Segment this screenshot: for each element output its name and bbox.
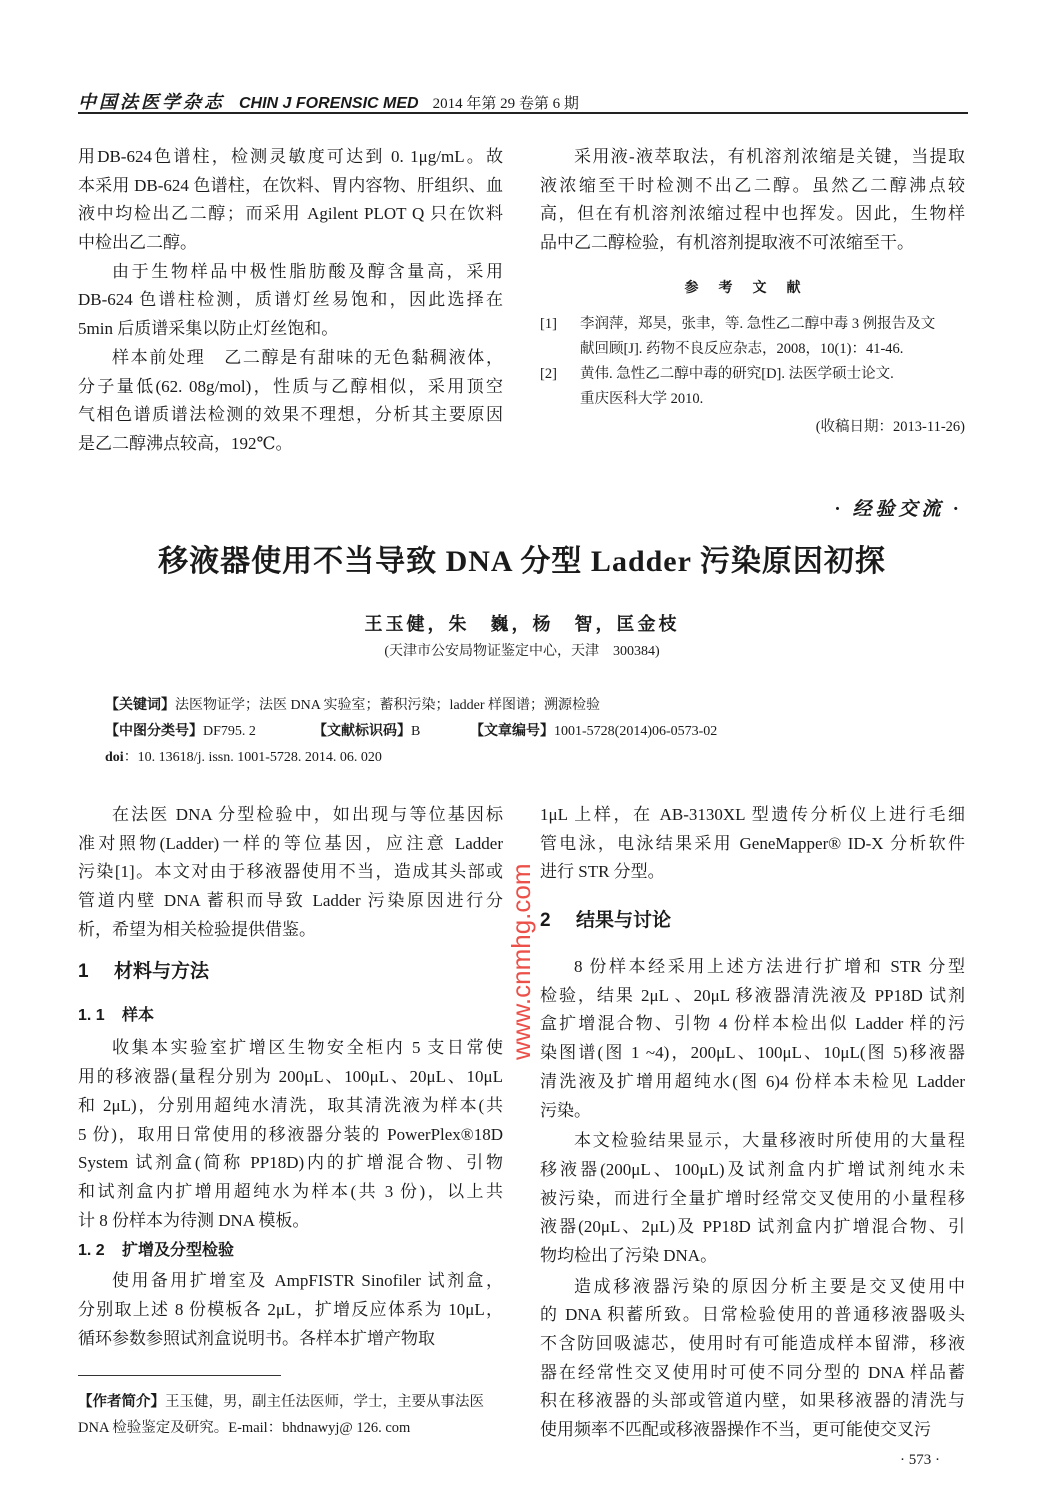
text-line: 积在移液器的头部或管道内壁，如果移液器的清洗与 xyxy=(540,1391,965,1411)
text-line: 收集本实验室扩增区生物安全柜内 5 支日常使 xyxy=(112,1038,503,1058)
section-heading xyxy=(78,1237,503,1265)
text-line: 本文检验结果显示，大量移液时所使用的大量程 xyxy=(574,1131,965,1151)
text-line: 使用备用扩增室及 AmpFISTR Sinofiler 试剂盒， xyxy=(112,1271,503,1291)
reference-number xyxy=(540,387,580,412)
doc-code-value: B xyxy=(411,724,421,739)
reference-number xyxy=(540,337,580,362)
section-heading xyxy=(540,907,965,935)
reference-text: 黄伟. 急性乙二醇中毒的研究[D]. 法医学硕士论文. xyxy=(580,365,894,382)
affiliation: (天津市公安局物证鉴定中心，天津 300384) xyxy=(384,644,660,659)
text-line: DB-624 色谱柱检测，质谱灯丝易饱和，因此选择在 xyxy=(78,290,503,310)
body-left-column xyxy=(78,801,503,1353)
text-line: 计 8 份样本为待测 DNA 模板。 xyxy=(78,1210,310,1230)
section-title: 扩增及分型检验 xyxy=(122,1242,235,1260)
keywords-label: 【关键词】 xyxy=(105,698,175,713)
text-line: 在法医 DNA 分型检验中，如出现与等位基因标 xyxy=(112,805,503,824)
text-line: 液器(20μL、2μL)及 PP18D 试剂盒内扩增混合物、引 xyxy=(540,1217,965,1237)
prev-article-left-column xyxy=(78,143,503,459)
text-line: 不含防回吸滤芯，使用时有可能造成样本留滞，移液 xyxy=(540,1334,965,1353)
text-line: 检验，结果 2μL 、20μL 移液器清洗液及 PP18D 试剂 xyxy=(540,985,965,1005)
text-line: 中检出乙二醇。 xyxy=(78,233,197,253)
text-line: 1μL 上样，在 AB-3130XL 型遗传分析仪上进行毛细 xyxy=(540,805,965,824)
reference-text: 献回顾[J]. 药物不良反应杂志，2008，10(1)：41-46. xyxy=(580,340,904,357)
footnote-divider xyxy=(78,1375,281,1376)
text-line: 用的移液器(量程分别为 200μL、100μL、20μL、10μL xyxy=(78,1067,503,1087)
section-title: 样本 xyxy=(122,1007,155,1025)
article-title: 移液器使用不当导致 DNA 分型 Ladder 污染原因初探 xyxy=(158,545,886,578)
text-line: 液中均检出乙二醇；而采用 Agilent PLOT Q 只在饮料 xyxy=(78,204,503,224)
text-line: 造成移液器污染的原因分析主要是交叉使用中 xyxy=(574,1276,965,1296)
footnote-text: 王玉健，男，副主任法医师，学士，主要从事法医 xyxy=(165,1394,484,1410)
footnote-text-2: DNA 检验鉴定及研究。E-mail：bhdnawyj@ 126. com xyxy=(78,1420,411,1436)
keywords xyxy=(105,694,600,714)
issue-info: 2014 年第 29 卷第 6 期 xyxy=(432,96,579,112)
text-line: 析，希望为相关检验提供借鉴。 xyxy=(78,919,316,939)
reference-list xyxy=(540,312,965,412)
reference-number: [2] xyxy=(540,365,557,382)
doi xyxy=(105,746,382,766)
classification-row xyxy=(105,720,965,740)
doi-label: doi xyxy=(105,750,124,765)
text-line: 用DB-624色谱柱，检测灵敏度可达到 0. 1μg/mL。故 xyxy=(78,147,503,166)
doc-code xyxy=(313,720,470,740)
text-line: 由于生物样品中极性脂肪酸及醇含量高，采用 xyxy=(112,261,503,281)
body-right-column xyxy=(540,801,965,1445)
text-line: 和试剂盒内扩增用超纯水为样本(共 3 份)，以上共 xyxy=(78,1181,503,1201)
text-line: 和 2μL)，分别用超纯水清洗，取其清洗液为样本(共 xyxy=(78,1095,503,1115)
text-line: 本采用 DB-624 色谱柱，在饮料、胃内容物、肝组织、血 xyxy=(78,175,503,195)
text-line: 使用频率不匹配或移液器操作不当，更可能使交叉污 xyxy=(540,1420,931,1440)
reference-number: [1] xyxy=(540,315,557,332)
doi-value: ：10. 13618/j. issn. 1001-5728. 2014. 06. 020 xyxy=(123,750,382,765)
text-line: 移液器(200μL、100μL)及试剂盒内扩增试剂纯水未 xyxy=(540,1159,965,1179)
clc-value: DF795. 2 xyxy=(203,724,256,739)
journal-name-en: CHIN J FORENSIC MED xyxy=(239,95,419,112)
classification xyxy=(105,720,313,740)
text-line: 的 DNA 积蓄所致。日常检验使用的普通移液器吸头 xyxy=(540,1305,965,1325)
text-line: 采用液-液萃取法，有机溶剂浓缩是关键，当提取 xyxy=(574,147,965,166)
text-line: 染图谱(图 1 ~4)，200μL、100μL、10μL(图 5)移液器 xyxy=(540,1043,965,1063)
text-line: 液浓缩至干时检测不出乙二醇。虽然乙二醇沸点较 xyxy=(540,175,965,195)
section-number: 1. 2 xyxy=(78,1242,105,1260)
text-line: 高，但在有机溶剂浓缩过程中也挥发。因此，生物样 xyxy=(540,204,965,224)
reference-text: 重庆医科大学 2010. xyxy=(580,390,704,407)
text-line: 5min 后质谱采集以防止灯丝饱和。 xyxy=(78,319,339,339)
column-tag: · 经验交流 · xyxy=(834,499,962,520)
text-line: 5 份)，取用日常使用的移液器分装的 PowerPlex®18D xyxy=(78,1124,503,1144)
article-number-label: 【文章编号】 xyxy=(470,724,554,739)
text-line: 管电泳，电泳结果采用 GeneMapper® ID-X 分析软件 xyxy=(540,833,965,853)
text-line: 是乙二醇沸点较高，192℃。 xyxy=(78,433,293,453)
text-line: 品中乙二醇检验，有机溶剂提取液不可浓缩至干。 xyxy=(540,233,914,253)
clc-label: 【中图分类号】 xyxy=(105,724,203,739)
reference-item xyxy=(540,312,965,337)
text-line: System 试剂盒(简称 PP18D)内的扩增混合物、引物 xyxy=(78,1153,503,1173)
text-line: 气相色谱质谱法检测的效果不理想，分析其主要原因 xyxy=(78,405,503,425)
prev-article-right-column xyxy=(540,143,965,440)
section-title: 结果与讨论 xyxy=(576,910,672,932)
page-number: · 573 · xyxy=(900,1452,940,1468)
received-date: (收稿日期：2013-11-26) xyxy=(815,418,965,435)
text-line: 器在经常性交叉使用时可使不同分型的 DNA 样品蓄 xyxy=(540,1362,965,1382)
section-heading xyxy=(78,958,503,986)
authors: 王玉健，朱 巍，杨 智，匡金枝 xyxy=(364,614,680,634)
text-line: 8 份样本经采用上述方法进行扩增和 STR 分型 xyxy=(574,957,965,977)
text-line: 盒扩增混合物、引物 4 份样本检出似 Ladder 样的污 xyxy=(540,1014,965,1034)
article-number-value: 1001-5728(2014)06-0573-02 xyxy=(554,724,718,739)
text-line: 管道内壁 DNA 蓄积而导致 Ladder 污染原因进行分 xyxy=(78,891,503,911)
section-heading xyxy=(78,1002,503,1030)
references-heading: 参考文献 xyxy=(684,280,821,296)
text-line: 准对照物(Ladder)一样的等位基因，应注意 Ladder xyxy=(78,833,503,853)
watermark: www.cnmhg.com xyxy=(506,863,536,1060)
reference-item xyxy=(540,387,965,412)
section-number: 1 xyxy=(78,961,89,983)
author-footnote xyxy=(78,1389,508,1441)
section-title: 材料与方法 xyxy=(114,961,210,983)
text-line: 样本前处理 乙二醇是有甜味的无色黏稠液体， xyxy=(112,347,503,367)
text-line: 物均检出了污染 DNA。 xyxy=(540,1245,718,1265)
section-number: 1. 1 xyxy=(78,1007,105,1025)
journal-name-cn: 中国法医学杂志 xyxy=(78,92,225,112)
reference-item xyxy=(540,337,965,362)
text-line: 清洗液及扩增用超纯水(图 6)4 份样本未检见 Ladder xyxy=(540,1071,965,1091)
section-number: 2 xyxy=(540,910,551,932)
reference-item xyxy=(540,362,965,387)
keywords-text: 法医物证学；法医 DNA 实验室；蓄积污染；ladder 样图谱；溯源检验 xyxy=(175,698,601,713)
text-line: 分子量低(62. 08g/mol)，性质与乙醇相似，采用顶空 xyxy=(78,376,503,396)
text-line: 污染[1]。本文对由于移液器使用不当，造成其头部或 xyxy=(78,862,503,882)
doc-code-label: 【文献标识码】 xyxy=(313,724,411,739)
footnote-label: 【作者简介】 xyxy=(78,1394,165,1410)
text-line: 分别取上述 8 份模板各 2μL，扩增反应体系为 10μL， xyxy=(78,1299,503,1319)
text-line: 进行 STR 分型。 xyxy=(540,862,665,882)
article-number xyxy=(470,720,717,740)
text-line: 循环参数参照试剂盒说明书。各样本扩增产物取 xyxy=(78,1328,435,1348)
text-line: 被污染，而进行全量扩增时经常交叉使用的小量程移 xyxy=(540,1188,965,1208)
reference-text: 李润萍，郑昊，张聿，等. 急性乙二醇中毒 3 例报告及文 xyxy=(580,315,936,332)
running-header xyxy=(78,88,968,114)
text-line: 污染。 xyxy=(540,1100,591,1120)
